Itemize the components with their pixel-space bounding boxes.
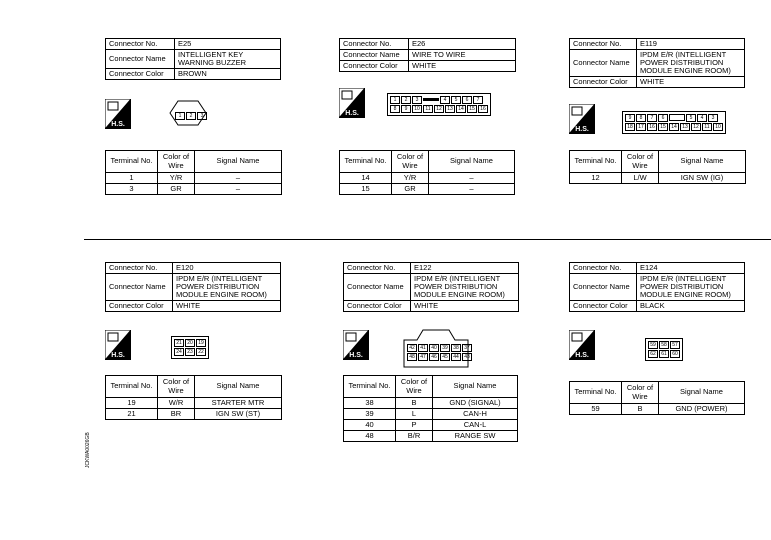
table-cell: – [429, 173, 515, 184]
connector-color-label: Connector Color [106, 301, 173, 312]
pin: 13 [680, 123, 690, 131]
connector-name-label: Connector Name [570, 274, 637, 301]
pin: 6 [462, 96, 472, 104]
pin: 5 [686, 114, 696, 122]
terminal-table-e122 [343, 375, 518, 442]
pin: 38 [451, 344, 461, 352]
table-cell: 15 [340, 184, 392, 195]
pin: 23 [185, 348, 195, 356]
table-cell: 48 [344, 431, 396, 442]
signal-name-header: Signal Name [429, 151, 515, 173]
wire-color-header: Color of Wire [392, 151, 429, 173]
pin: 46 [429, 353, 439, 361]
pin: 2 [186, 112, 196, 120]
connector-info-table [343, 262, 519, 312]
pin: 44 [451, 353, 461, 361]
pin: 7 [647, 114, 657, 122]
table-cell: B [396, 398, 433, 409]
harness-side-icon [105, 330, 131, 360]
terminal-table-e25 [105, 150, 282, 195]
pin: 5 [451, 96, 461, 104]
connector-color-label: Connector Color [570, 77, 637, 88]
connector-block-e120 [105, 262, 281, 312]
connector-block-e119 [569, 38, 745, 88]
table-cell: GND (SIGNAL) [433, 398, 518, 409]
page-code: JCKWA0026GB [85, 432, 91, 468]
pin: 14 [669, 123, 679, 131]
table-cell: STARTER MTR [195, 398, 282, 409]
pin: 22 [196, 348, 206, 356]
connector-face-e120 [171, 336, 209, 359]
table-cell: L/W [622, 173, 659, 184]
pin: 48 [407, 353, 417, 361]
table-cell: 3 [106, 184, 158, 195]
connector-color-label: Connector Color [106, 69, 175, 80]
table-cell: 40 [344, 420, 396, 431]
terminal-no-header: Terminal No. [570, 382, 622, 404]
pin: 8 [390, 105, 400, 113]
pin: 3 [412, 96, 422, 104]
connector-color-label: Connector Color [340, 61, 409, 72]
connector-no-label: Connector No. [570, 39, 637, 50]
terminal-no-header: Terminal No. [106, 376, 158, 398]
connector-face-e122 [403, 328, 469, 373]
connector-name-label: Connector Name [106, 50, 175, 69]
connector-color-label: Connector Color [570, 301, 637, 312]
terminal-table-e124 [569, 381, 745, 415]
pin: 24 [174, 348, 184, 356]
pin: 61 [659, 350, 669, 358]
table-cell: CAN-H [433, 409, 518, 420]
pin: 43 [462, 353, 472, 361]
signal-name-header: Signal Name [659, 151, 746, 173]
connector-name: IPDM E/R (INTELLIGENT POWER DISTRIBUTION MODULE ENGINE ROOM) [411, 274, 519, 301]
connector-color-label: Connector Color [344, 301, 411, 312]
pin: 60 [670, 350, 680, 358]
connector-no-label: Connector No. [106, 263, 173, 274]
pin: 59 [648, 341, 658, 349]
key-mark [669, 114, 685, 121]
connector-no-label: Connector No. [570, 263, 637, 274]
pin: 42 [407, 344, 417, 352]
signal-name-header: Signal Name [433, 376, 518, 398]
pin: 40 [429, 344, 439, 352]
connector-no-label: Connector No. [344, 263, 411, 274]
connector-color: WHITE [409, 61, 516, 72]
pin: 21 [174, 339, 184, 347]
connector-color: BROWN [175, 69, 281, 80]
pin: 47 [418, 353, 428, 361]
pin: 6 [658, 114, 668, 122]
table-cell: B [622, 404, 659, 415]
pin: 18 [625, 123, 635, 131]
pin: 13 [445, 105, 455, 113]
harness-side-icon [569, 104, 595, 134]
table-cell: 1 [106, 173, 158, 184]
signal-name-header: Signal Name [195, 376, 282, 398]
wire-color-header: Color of Wire [622, 151, 659, 173]
hs-label: H.S. [575, 126, 589, 133]
table-cell: P [396, 420, 433, 431]
connector-info-table [339, 38, 516, 72]
harness-side-icon [569, 330, 595, 360]
table-cell: BR [158, 409, 195, 420]
wire-color-header: Color of Wire [396, 376, 433, 398]
connector-no: E120 [173, 263, 281, 274]
terminal-table-e120 [105, 375, 282, 420]
pin: 45 [440, 353, 450, 361]
connector-face-e26 [387, 93, 491, 116]
pin: 15 [658, 123, 668, 131]
connector-name-label: Connector Name [340, 50, 409, 61]
pin: 15 [467, 105, 477, 113]
hs-label: H.S. [575, 352, 589, 359]
signal-name-header: Signal Name [659, 382, 745, 404]
wire-color-header: Color of Wire [158, 376, 195, 398]
pin: 11 [423, 105, 433, 113]
connector-no: E119 [637, 39, 745, 50]
pin: 2 [401, 96, 411, 104]
table-cell: 12 [570, 173, 622, 184]
connector-color: WHITE [637, 77, 745, 88]
connector-name: IPDM E/R (INTELLIGENT POWER DISTRIBUTION MODULE ENGINE ROOM) [173, 274, 281, 301]
connector-info-table [569, 38, 745, 88]
table-cell: RANGE SW [433, 431, 518, 442]
hs-label: H.S. [345, 110, 359, 117]
table-cell: 19 [106, 398, 158, 409]
table-cell: – [195, 173, 282, 184]
connector-no-label: Connector No. [106, 39, 175, 50]
table-cell: Y/R [158, 173, 195, 184]
connector-no-label: Connector No. [340, 39, 409, 50]
connector-info-table [569, 262, 745, 312]
table-cell: CAN-L [433, 420, 518, 431]
pin: 8 [636, 114, 646, 122]
section-divider [84, 239, 771, 240]
terminal-no-header: Terminal No. [340, 151, 392, 173]
pin: 20 [185, 339, 195, 347]
table-cell: 14 [340, 173, 392, 184]
pin: 16 [647, 123, 657, 131]
pin: 12 [434, 105, 444, 113]
connector-color: WHITE [411, 301, 519, 312]
connector-name-label: Connector Name [344, 274, 411, 301]
pin: 57 [670, 341, 680, 349]
table-cell: GND (POWER) [659, 404, 745, 415]
connector-color: BLACK [637, 301, 745, 312]
pin: 4 [440, 96, 450, 104]
connector-no: E124 [637, 263, 745, 274]
connector-color: WHITE [173, 301, 281, 312]
connector-block-e26 [339, 38, 516, 72]
table-cell: 38 [344, 398, 396, 409]
wire-color-header: Color of Wire [158, 151, 195, 173]
table-cell: IGN SW (ST) [195, 409, 282, 420]
table-cell: B/R [396, 431, 433, 442]
key-mark [423, 98, 439, 101]
connector-info-table [105, 38, 281, 80]
connector-no: E122 [411, 263, 519, 274]
connector-name: IPDM E/R (INTELLIGENT POWER DISTRIBUTION MODULE ENGINE ROOM) [637, 274, 745, 301]
harness-side-icon [339, 88, 365, 118]
connector-face-e119 [622, 111, 726, 134]
connector-name: IPDM E/R (INTELLIGENT POWER DISTRIBUTION MODULE ENGINE ROOM) [637, 50, 745, 77]
harness-side-icon [343, 330, 369, 360]
table-cell: 39 [344, 409, 396, 420]
pin: 41 [418, 344, 428, 352]
table-cell: L [396, 409, 433, 420]
connector-name: WIRE TO WIRE [409, 50, 516, 61]
table-cell: – [195, 184, 282, 195]
table-cell: 21 [106, 409, 158, 420]
pin: 17 [636, 123, 646, 131]
pin: 16 [478, 105, 488, 113]
pin: 58 [659, 341, 669, 349]
pin: 19 [196, 339, 206, 347]
connector-no: E25 [175, 39, 281, 50]
pin: 3 [708, 114, 718, 122]
pin: 37 [462, 344, 472, 352]
table-cell: – [429, 184, 515, 195]
signal-name-header: Signal Name [195, 151, 282, 173]
pin: 4 [697, 114, 707, 122]
connector-name: INTELLIGENT KEY WARNING BUZZER [175, 50, 281, 69]
pin: 7 [473, 96, 483, 104]
connector-name-label: Connector Name [106, 274, 173, 301]
connector-face-e25 [168, 99, 208, 132]
connector-info-table [105, 262, 281, 312]
table-cell: W/R [158, 398, 195, 409]
pin: 14 [456, 105, 466, 113]
harness-side-icon [105, 99, 131, 129]
table-cell: 59 [570, 404, 622, 415]
pin: 12 [691, 123, 701, 131]
pin: 10 [713, 123, 723, 131]
connector-block-e25 [105, 38, 281, 80]
terminal-no-header: Terminal No. [344, 376, 396, 398]
pin: 39 [440, 344, 450, 352]
pin: 9 [625, 114, 635, 122]
table-cell: GR [158, 184, 195, 195]
pin: 11 [702, 123, 712, 131]
connector-face-e124 [645, 338, 683, 361]
hs-label: H.S. [349, 352, 363, 359]
terminal-table-e26 [339, 150, 515, 195]
pin: 1 [175, 112, 185, 120]
pin: 3 [197, 112, 207, 120]
terminal-table-e119 [569, 150, 746, 184]
connector-block-e122 [343, 262, 519, 312]
terminal-no-header: Terminal No. [570, 151, 622, 173]
table-cell: Y/R [392, 173, 429, 184]
connector-no: E26 [409, 39, 516, 50]
pin: 9 [401, 105, 411, 113]
pin: 1 [390, 96, 400, 104]
wire-color-header: Color of Wire [622, 382, 659, 404]
table-cell: GR [392, 184, 429, 195]
hs-label: H.S. [111, 352, 125, 359]
pin: 10 [412, 105, 422, 113]
terminal-no-header: Terminal No. [106, 151, 158, 173]
table-cell: IGN SW (IG) [659, 173, 746, 184]
connector-block-e124 [569, 262, 745, 312]
hs-label: H.S. [111, 121, 125, 128]
connector-name-label: Connector Name [570, 50, 637, 77]
pin: 62 [648, 350, 658, 358]
